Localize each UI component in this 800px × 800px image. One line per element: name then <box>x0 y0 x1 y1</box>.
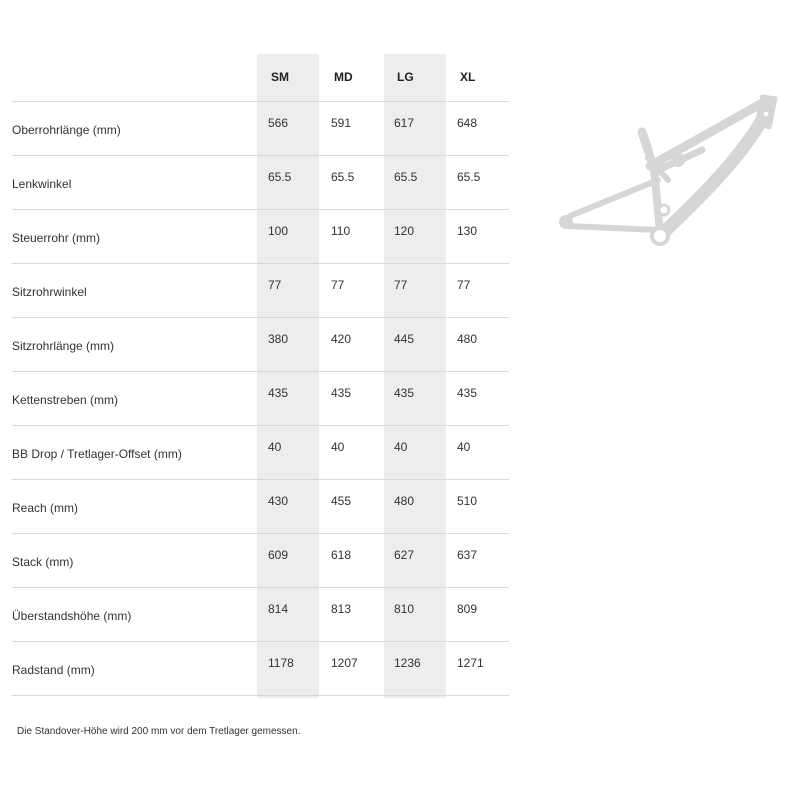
cell-value-lg: 120 <box>383 210 446 264</box>
cell-value-lg: 435 <box>383 372 446 426</box>
cell-value-sm: 65.5 <box>257 156 320 210</box>
row-label: Sitzrohrwinkel <box>12 264 257 318</box>
cell-value-sm: 77 <box>257 264 320 318</box>
size-header-md: MD <box>320 54 383 102</box>
cell-value-sm: 100 <box>257 210 320 264</box>
table-row <box>12 642 509 696</box>
cell-value-sm: 566 <box>257 102 320 156</box>
cell-value-sm: 609 <box>257 534 320 588</box>
table-row <box>12 426 509 480</box>
cell-value-lg: 40 <box>383 426 446 480</box>
cell-value-xl: 40 <box>446 426 509 480</box>
cell-value-lg: 480 <box>383 480 446 534</box>
cell-value-sm: 435 <box>257 372 320 426</box>
cell-value-xl: 65.5 <box>446 156 509 210</box>
cell-value-lg: 810 <box>383 588 446 642</box>
header-label-cell <box>12 54 257 102</box>
cell-value-md: 110 <box>320 210 383 264</box>
cell-value-xl: 435 <box>446 372 509 426</box>
geometry-table <box>12 54 509 696</box>
row-label: Lenkwinkel <box>12 156 257 210</box>
table-row <box>12 372 509 426</box>
cell-value-md: 77 <box>320 264 383 318</box>
cell-value-md: 435 <box>320 372 383 426</box>
footnote: Die Standover-Höhe wird 200 mm vor dem Tretlager gemessen. <box>17 726 301 737</box>
table-row <box>12 480 509 534</box>
row-label: Überstandshöhe (mm) <box>12 588 257 642</box>
cell-value-sm: 380 <box>257 318 320 372</box>
cell-value-md: 65.5 <box>320 156 383 210</box>
row-label: Reach (mm) <box>12 480 257 534</box>
cell-value-lg: 445 <box>383 318 446 372</box>
cell-value-sm: 40 <box>257 426 320 480</box>
table-row <box>12 102 509 156</box>
row-label: Oberrohrlänge (mm) <box>12 102 257 156</box>
cell-value-sm: 814 <box>257 588 320 642</box>
row-label: BB Drop / Tretlager-Offset (mm) <box>12 426 257 480</box>
cell-value-md: 420 <box>320 318 383 372</box>
table-row <box>12 588 509 642</box>
cell-value-xl: 77 <box>446 264 509 318</box>
geometry-table-container <box>12 54 508 696</box>
table-row <box>12 318 509 372</box>
row-label: Stack (mm) <box>12 534 257 588</box>
table-row <box>12 210 509 264</box>
size-header-sm: SM <box>257 54 320 102</box>
row-label: Steuerrohr (mm) <box>12 210 257 264</box>
row-label: Radstand (mm) <box>12 642 257 696</box>
size-header-xl: XL <box>446 54 509 102</box>
cell-value-sm: 1178 <box>257 642 320 696</box>
cell-value-lg: 77 <box>383 264 446 318</box>
cell-value-md: 591 <box>320 102 383 156</box>
cell-value-xl: 648 <box>446 102 509 156</box>
cell-value-md: 1207 <box>320 642 383 696</box>
table-header-row <box>12 54 509 102</box>
cell-value-md: 40 <box>320 426 383 480</box>
size-header-lg: LG <box>383 54 446 102</box>
row-label: Kettenstreben (mm) <box>12 372 257 426</box>
cell-value-xl: 809 <box>446 588 509 642</box>
cell-value-lg: 617 <box>383 102 446 156</box>
cell-value-lg: 65.5 <box>383 156 446 210</box>
table-row <box>12 264 509 318</box>
cell-value-xl: 510 <box>446 480 509 534</box>
cell-value-lg: 627 <box>383 534 446 588</box>
cell-value-xl: 130 <box>446 210 509 264</box>
cell-value-md: 455 <box>320 480 383 534</box>
cell-value-lg: 1236 <box>383 642 446 696</box>
table-row <box>12 156 509 210</box>
cell-value-xl: 1271 <box>446 642 509 696</box>
bike-frame-icon <box>550 88 790 248</box>
row-label: Sitzrohrlänge (mm) <box>12 318 257 372</box>
cell-value-md: 813 <box>320 588 383 642</box>
cell-value-md: 618 <box>320 534 383 588</box>
cell-value-xl: 637 <box>446 534 509 588</box>
cell-value-xl: 480 <box>446 318 509 372</box>
cell-value-sm: 430 <box>257 480 320 534</box>
table-row <box>12 534 509 588</box>
